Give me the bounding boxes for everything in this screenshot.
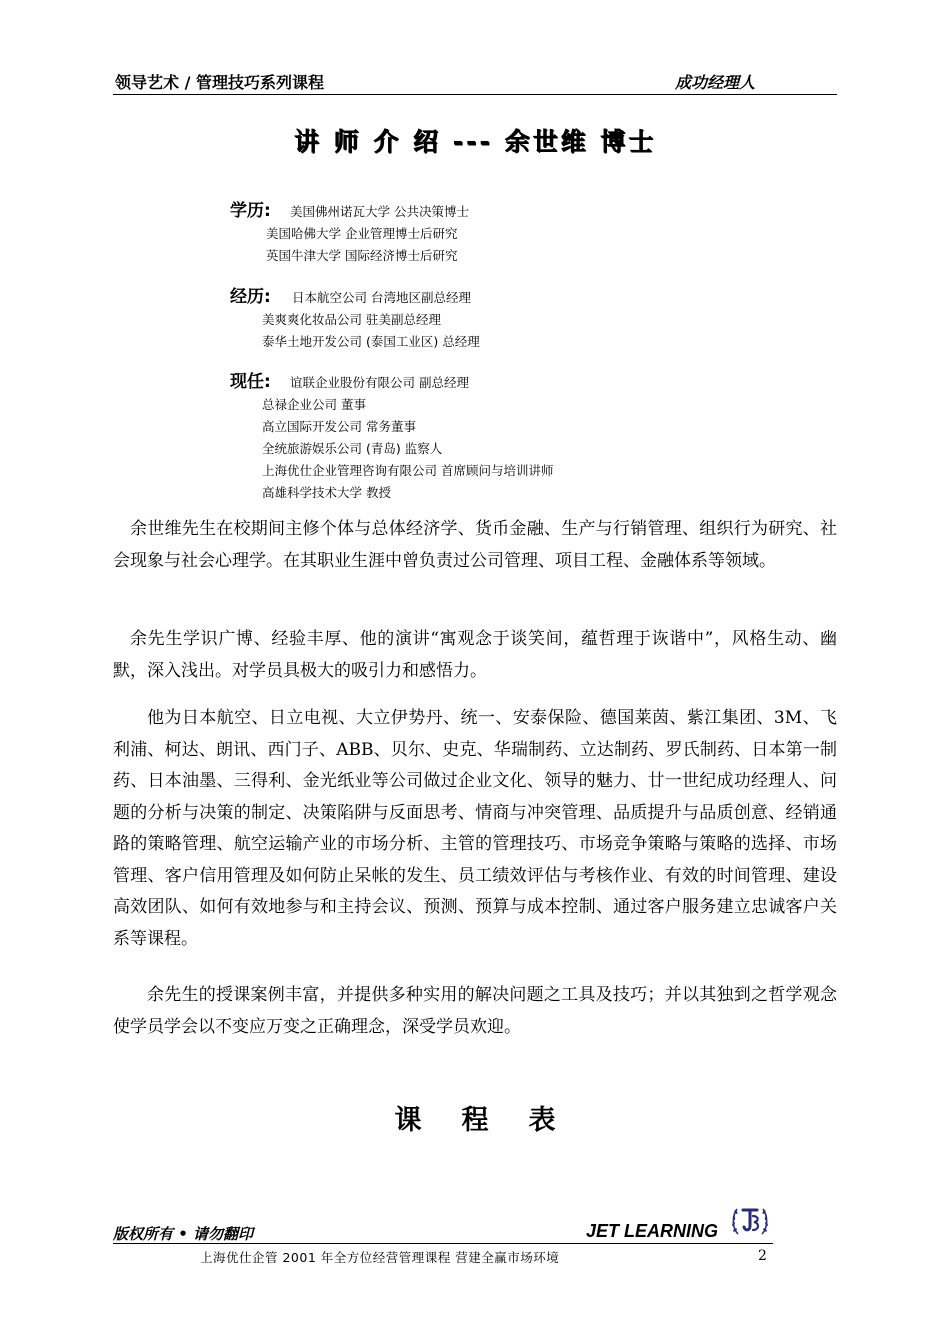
current-item: 高立国际开发公司 常务董事	[262, 419, 416, 434]
schedule-title: 课程表	[394, 1105, 596, 1136]
paragraph-clients: 他为日本航空、日立电视、大立伊势丹、统一、安泰保险、德国莱茵、紫江集团、3M、飞利浦、柯达、朗讯、西门子、ABB、贝尔、史克、华瑞制药、立达制药、罗氏制药、日本第一制药、日本油墨、三得利、金光纸业等公司做过企业文化、领导的魅力、廿一世纪成功经理人、问题的分析与决策的制定、决策陷阱与反面思考、情商与冲突管理、品质提升与品质创意、经销通路的策略管理、航空运输产业的市场分析、主管的管理技巧、市场竞争策略与策略的选择、市场管理、客户信用管理及如何防止呆帐的发生、员工绩效评估与考核作业、有效的时间管理、建设高效团队、如何有效地参与和主持会议、预测、预算与成本控制、通过客户服务建立忠诚客户关系等课程。	[113, 708, 837, 949]
current-item: 谊联企业股份有限公司 副总经理	[290, 375, 469, 390]
current-item: 全统旅游娱乐公司 (青岛) 监察人	[262, 441, 443, 456]
current-item: 总禄企业公司 董事	[262, 397, 366, 412]
current-label: 现任:	[230, 372, 271, 392]
footer-brand: JET LEARNING	[586, 1221, 719, 1241]
jet-learning-logo-icon	[728, 1200, 772, 1242]
header-course-series: 领导艺术 / 管理技巧系列课程	[115, 73, 324, 92]
paragraph-teaching: 余先生的授课案例丰富，并提供多种实用的解决问题之工具及技巧；并以其独到之哲学观念使学员学会以不变应万变之正确理念，深受学员欢迎。	[113, 985, 837, 1037]
education-label: 学历:	[230, 201, 271, 221]
footer-rule	[113, 1243, 773, 1244]
education-item: 美国佛州诺瓦大学 公共决策博士	[290, 204, 469, 219]
current-item: 高雄科学技术大学 教授	[262, 485, 391, 500]
experience-item: 泰华土地开发公司 (泰国工业区) 总经理	[262, 334, 480, 349]
experience-item: 日本航空公司 台湾地区副总经理	[292, 290, 471, 305]
experience-item: 美爽爽化妆品公司 驻美副总经理	[262, 312, 441, 327]
page-header	[113, 68, 837, 95]
header-program-name: 成功经理人	[674, 73, 755, 92]
current-item: 上海优仕企业管理咨询有限公司 首席顾问与培训讲师	[262, 463, 554, 478]
page-number: 2	[758, 1248, 767, 1264]
experience-label: 经历:	[230, 287, 271, 307]
education-item: 英国牛津大学 国际经济博士后研究	[266, 248, 458, 263]
paragraph-style: 余先生学识广博、经验丰厚、他的演讲“寓观念于谈笑间，蕴哲理于诙谐中”，风格生动、幽默，深入浅出。对学员具极大的吸引力和感悟力。	[113, 629, 837, 681]
education-item: 美国哈佛大学 企业管理博士后研究	[266, 226, 458, 241]
paragraph-study: 余世维先生在校期间主修个体与总体经济学、货币金融、生产与行销管理、组织行为研究、社会现象与社会心理学。在其职业生涯中曾负责过公司管理、项目工程、金融体系等领域。	[113, 519, 837, 571]
footer-subtitle: 上海优仕企管 2001 年全方位经营管理课程 营建全赢市场环境	[200, 1250, 560, 1265]
page-title: 讲 师 介 绍 --- 余世维 博士	[293, 127, 657, 156]
footer-copyright: 版权所有 • 请勿翻印	[113, 1225, 254, 1243]
